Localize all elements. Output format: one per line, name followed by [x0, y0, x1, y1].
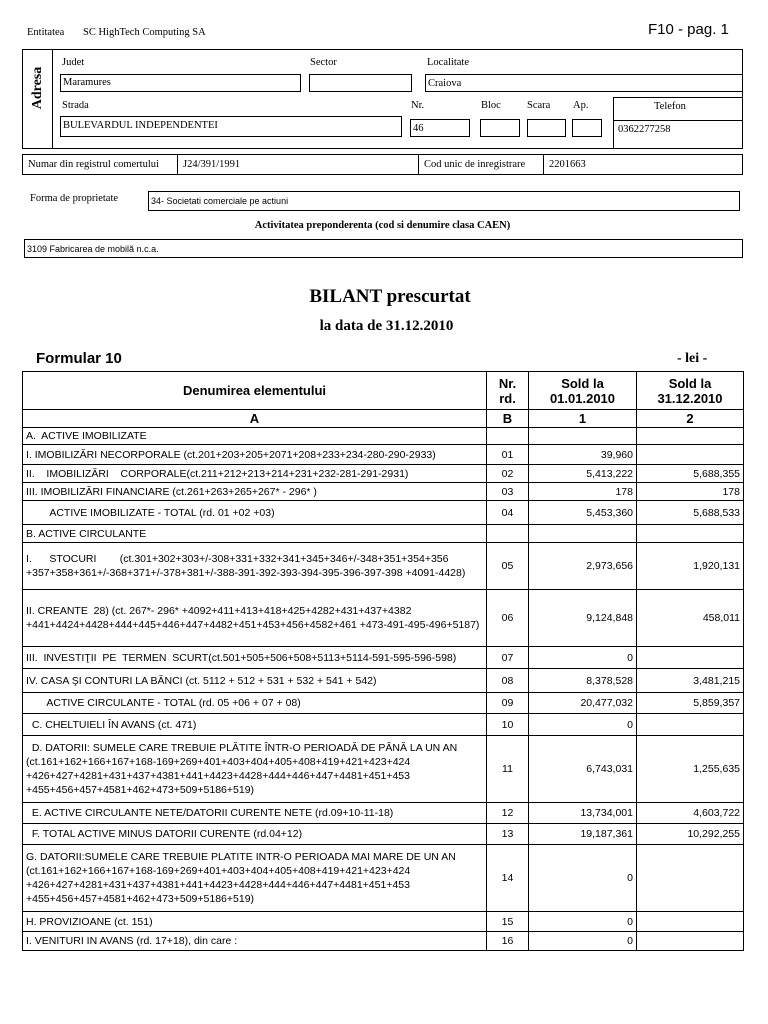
sector-field	[309, 74, 412, 92]
table-row	[23, 428, 744, 445]
balance-table	[22, 371, 744, 951]
ap-field	[572, 119, 602, 137]
judet-value: Maramures	[63, 77, 111, 88]
table-row	[23, 912, 744, 932]
telefon-label: Telefon	[654, 101, 686, 112]
row-value-start: 5,453,360	[529, 501, 637, 525]
localitate-field	[425, 74, 743, 92]
row-description: E. ACTIVE CIRCULANTE NETE/DATORII CURENTE NETE (rd.09+10-11-18)	[23, 803, 487, 824]
row-description: ACTIVE CIRCULANTE - TOTAL (rd. 05 +06 + 07 + 08)	[23, 693, 487, 714]
strada-label: Strada	[62, 100, 89, 111]
page-ref: F10 - pag. 1	[648, 21, 729, 38]
row-description: F. TOTAL ACTIVE MINUS DATORII CURENTE (rd.04+12)	[23, 824, 487, 845]
row-description: B. ACTIVE CIRCULANTE	[23, 525, 487, 543]
entity-value: SC HighTech Computing SA	[83, 27, 206, 38]
header-sold-end: Sold la 31.12.2010	[637, 372, 744, 410]
table-row	[23, 483, 744, 501]
row-value-end: 178	[637, 483, 744, 501]
row-description: A. ACTIVE IMOBILIZATE	[23, 428, 487, 445]
row-value-end	[637, 714, 744, 736]
ownership-value: 34- Societati comerciale pe actiuni	[151, 196, 289, 206]
row-number: 05	[487, 543, 529, 590]
subheader-1: 1	[529, 410, 637, 428]
row-value-end	[637, 445, 744, 465]
row-description: II. IMOBILIZĂRI CORPORALE(ct.211+212+213+214+231+232-281-291-2931)	[23, 465, 487, 483]
header-sold-start: Sold la 01.01.2010	[529, 372, 637, 410]
row-number: 02	[487, 465, 529, 483]
table-row	[23, 693, 744, 714]
form-number: Formular 10	[36, 350, 122, 367]
subheader-2: 2	[637, 410, 744, 428]
entity-label: Entitatea	[27, 27, 65, 38]
registry-value: J24/391/1991	[183, 159, 241, 170]
row-value-end: 3,481,215	[637, 669, 744, 693]
row-value-end	[637, 912, 744, 932]
telefon-box	[613, 97, 743, 149]
table-row	[23, 845, 744, 912]
row-value-end	[637, 525, 744, 543]
table-row	[23, 525, 744, 543]
row-value-end: 4,603,722	[637, 803, 744, 824]
table-row	[23, 669, 744, 693]
row-description: III. IMOBILIZĂRI FINANCIARE (ct.261+263+265+267* - 296* )	[23, 483, 487, 501]
header-denumire: Denumirea elementului	[23, 372, 487, 410]
activity-field	[24, 239, 743, 258]
row-number: 01	[487, 445, 529, 465]
row-value-start: 19,187,361	[529, 824, 637, 845]
document-title: BILANT prescurtat	[309, 286, 471, 307]
bloc-field	[480, 119, 520, 137]
row-value-start: 0	[529, 714, 637, 736]
row-number: 03	[487, 483, 529, 501]
row-number: 08	[487, 669, 529, 693]
document-date: la data de 31.12.2010	[319, 318, 454, 334]
row-value-end: 10,292,255	[637, 824, 744, 845]
registry-label: Numar din registrul comertului	[28, 159, 159, 170]
row-number: 04	[487, 501, 529, 525]
row-value-end: 5,859,357	[637, 693, 744, 714]
table-row	[23, 714, 744, 736]
row-number: 11	[487, 736, 529, 803]
currency-label: - lei -	[677, 351, 708, 366]
activity-value: 3109 Fabricarea de mobilă n.c.a.	[27, 244, 159, 254]
nr-label: Nr.	[411, 100, 425, 111]
header-nr: Nr. rd.	[487, 372, 529, 410]
address-side-divider	[52, 49, 53, 149]
row-value-start	[529, 428, 637, 445]
row-number: 10	[487, 714, 529, 736]
row-value-end	[637, 845, 744, 912]
row-number: 14	[487, 845, 529, 912]
row-description: D. DATORII: SUMELE CARE TREBUIE PLĂTITE ÎNTR-O PERIOADĂ DE PÂNĂ LA UN AN (ct.161+162+166+167+168-169+269+401+403+404+405+408+419+421+423+424 +426+427+4281+431+437+4381+441+4423+4428+444+446+447+4481+451+453 +455+456+457+4581+462+473+509+5186+519)	[23, 736, 487, 803]
judet-field	[60, 74, 301, 92]
table-row	[23, 543, 744, 590]
row-description: H. PROVIZIOANE (ct. 151)	[23, 912, 487, 932]
ownership-label: Forma de proprietate	[30, 193, 119, 204]
row-value-start	[529, 525, 637, 543]
bloc-label: Bloc	[481, 100, 501, 111]
table-row	[23, 803, 744, 824]
row-description: I. STOCURI (ct.301+302+303+/-308+331+332+341+345+346+/-348+351+354+356 +357+358+361+/-368+371+/-378+381+/-388-391-392-393-394-395-396-397-398 +4091-4428)	[23, 543, 487, 590]
row-value-end: 5,688,533	[637, 501, 744, 525]
scara-label: Scara	[527, 100, 551, 111]
row-number: 16	[487, 932, 529, 951]
row-description: I. VENITURI IN AVANS (rd. 17+18), din care :	[23, 932, 487, 951]
scara-field	[527, 119, 566, 137]
row-description: ACTIVE IMOBILIZATE - TOTAL (rd. 01 +02 +03)	[23, 501, 487, 525]
table-row	[23, 465, 744, 483]
row-value-start: 39,960	[529, 445, 637, 465]
cui-label: Cod unic de inregistrare	[424, 159, 526, 170]
ap-label: Ap.	[573, 100, 589, 111]
row-number	[487, 428, 529, 445]
row-value-start: 8,378,528	[529, 669, 637, 693]
nr-field	[410, 119, 470, 137]
nr-value: 46	[413, 123, 424, 134]
row-number: 07	[487, 647, 529, 669]
row-value-end	[637, 647, 744, 669]
telefon-value: 0362277258	[618, 124, 671, 135]
registry-row	[22, 154, 743, 175]
row-description: G. DATORII:SUMELE CARE TREBUIE PLATITE INTR-O PERIOADA MAI MARE DE UN AN (ct.161+162+166+167+168-169+269+401+403+404+405+408+419+421+423+424 +426+427+4281+431+437+4381+441+4423+4428+444+446+447+4481+451+453 +455+456+457+4581+462+473+509+5186+519)	[23, 845, 487, 912]
row-value-end: 5,688,355	[637, 465, 744, 483]
row-value-start: 178	[529, 483, 637, 501]
row-number: 12	[487, 803, 529, 824]
cui-value: 2201663	[549, 159, 586, 170]
subheader-b: B	[487, 410, 529, 428]
table-row	[23, 590, 744, 647]
row-value-start: 5,413,222	[529, 465, 637, 483]
row-value-start: 9,124,848	[529, 590, 637, 647]
row-description: IV. CASA ŞI CONTURI LA BĂNCI (ct. 5112 + 512 + 531 + 532 + 541 + 542)	[23, 669, 487, 693]
row-value-start: 0	[529, 845, 637, 912]
row-value-start: 0	[529, 932, 637, 951]
table-row	[23, 647, 744, 669]
row-number	[487, 525, 529, 543]
subheader-a: A	[23, 410, 487, 428]
sector-label: Sector	[310, 57, 337, 68]
row-value-start: 2,973,656	[529, 543, 637, 590]
row-value-end: 1,255,635	[637, 736, 744, 803]
row-value-end: 458,011	[637, 590, 744, 647]
row-value-end: 1,920,131	[637, 543, 744, 590]
localitate-value: Craiova	[428, 78, 462, 89]
localitate-label: Localitate	[427, 57, 469, 68]
table-row	[23, 932, 744, 951]
row-number: 15	[487, 912, 529, 932]
table-row	[23, 824, 744, 845]
row-number: 09	[487, 693, 529, 714]
row-value-start: 0	[529, 912, 637, 932]
row-description: I. IMOBILIZĂRI NECORPORALE (ct.201+203+205+2071+208+233+234-280-290-2933)	[23, 445, 487, 465]
row-value-start: 0	[529, 647, 637, 669]
row-value-start: 13,734,001	[529, 803, 637, 824]
row-description: C. CHELTUIELI ÎN AVANS (ct. 471)	[23, 714, 487, 736]
row-number: 06	[487, 590, 529, 647]
strada-value: BULEVARDUL INDEPENDENTEI	[63, 120, 218, 131]
ownership-field	[148, 191, 740, 211]
judet-label: Judet	[62, 57, 85, 68]
row-description: II. CREANTE 28) (ct. 267*- 296* +4092+411+413+418+425+4282+431+437+4382 +441+4424+4428+444+445+446+447+4482+451+453+456+4582+461 +473-491-495-496+5187)	[23, 590, 487, 647]
table-row	[23, 501, 744, 525]
row-value-start: 6,743,031	[529, 736, 637, 803]
table-row	[23, 445, 744, 465]
row-value-end	[637, 428, 744, 445]
strada-field	[60, 116, 402, 137]
table-row	[23, 736, 744, 803]
row-value-start: 20,477,032	[529, 693, 637, 714]
row-value-end	[637, 932, 744, 951]
address-side-label: Adresa	[30, 66, 45, 110]
row-description: III. INVESTIŢII PE TERMEN SCURT(ct.501+505+506+508+5113+5114-591-595-596-598)	[23, 647, 487, 669]
row-number: 13	[487, 824, 529, 845]
activity-label: Activitatea preponderenta (cod si denumire clasa CAEN)	[254, 220, 511, 231]
